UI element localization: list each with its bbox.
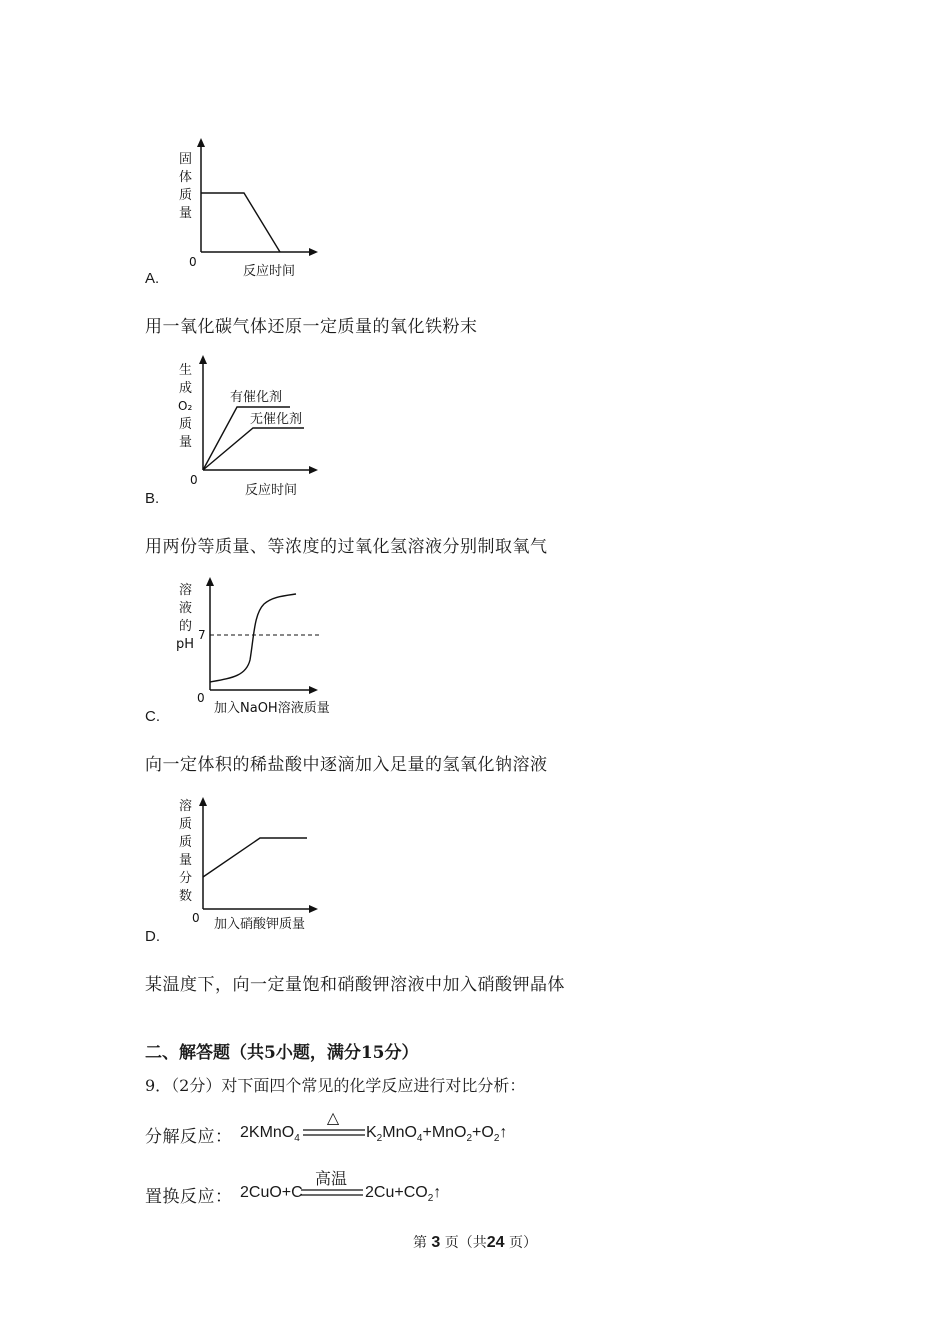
- y-label-char: pH: [176, 637, 195, 652]
- ph-curve: [210, 594, 296, 682]
- y-label-char: 分: [179, 871, 193, 886]
- series-label: 无催化剂: [250, 412, 303, 427]
- y-label-char: 质: [179, 417, 193, 432]
- y-label-char: 量: [179, 853, 193, 868]
- option-letter: A.: [145, 270, 160, 287]
- y-axis-arrow: [199, 797, 207, 806]
- x-axis-arrow: [309, 905, 318, 913]
- y-label-char: 数: [179, 889, 193, 904]
- option-description: 某温度下，向一定量饱和硝酸钾溶液中加入硝酸钾晶体: [145, 975, 565, 995]
- ph-mark: 7: [198, 628, 206, 642]
- graph-c: [170, 572, 355, 722]
- reaction-condition: △: [326, 1108, 340, 1127]
- x-label: 加入NaOH溶液质量: [214, 701, 330, 716]
- curve-no-catalyst: [203, 428, 304, 470]
- y-label-char: 溶: [179, 799, 193, 814]
- y-label-char: 成: [179, 381, 193, 396]
- y-label-char: 质: [179, 835, 193, 850]
- y-label-char: 质: [179, 817, 193, 832]
- y-label-char: O₂: [178, 399, 193, 413]
- y-axis-arrow: [206, 577, 214, 586]
- option-letter: C.: [145, 708, 160, 725]
- origin-label: 0: [189, 255, 197, 269]
- curve: [203, 838, 307, 877]
- y-axis-arrow: [197, 138, 205, 147]
- curve: [201, 193, 280, 252]
- y-label-char: 液: [179, 601, 193, 616]
- equals-sign: [303, 1128, 365, 1138]
- y-label-char: 生: [179, 363, 193, 378]
- series-label: 有催化剂: [230, 390, 283, 405]
- option-description: 用一氧化碳气体还原一定质量的氧化铁粉末: [145, 317, 478, 337]
- x-label: 反应时间: [243, 264, 296, 279]
- x-label: 反应时间: [245, 483, 298, 498]
- origin-label: 0: [190, 473, 198, 487]
- y-label-char: 质: [179, 188, 193, 203]
- option-description: 用两份等质量、等浓度的过氧化氢溶液分别制取氧气: [145, 537, 548, 557]
- option-description: 向一定体积的稀盐酸中逐滴加入足量的氢氧化钠溶液: [145, 755, 548, 775]
- equals-sign: [301, 1188, 363, 1198]
- page-footer: 第 3 页（共24 页）: [412, 1234, 538, 1251]
- graph-a: [170, 135, 330, 285]
- y-axis-arrow: [199, 355, 207, 364]
- y-label-char: 溶: [179, 583, 193, 598]
- x-axis-arrow: [309, 686, 318, 694]
- reactants: 2CuO+C: [240, 1184, 303, 1201]
- y-label-char: 固: [179, 152, 193, 167]
- origin-label: 0: [192, 911, 200, 925]
- reaction-condition: 高温: [314, 1169, 347, 1188]
- y-label-char: 体: [179, 170, 193, 185]
- x-axis-arrow: [309, 466, 318, 474]
- y-label-char: 量: [179, 206, 193, 221]
- section-title: 二、解答题（共5小题，满分15分）: [145, 1043, 419, 1063]
- option-letter: B.: [145, 490, 160, 507]
- option-letter: D.: [145, 928, 160, 945]
- question-9: 9．（2分）对下面四个常见的化学反应进行对比分析：: [145, 1076, 526, 1095]
- graph-b: [170, 352, 340, 502]
- products: $K_2MnO_4+MnO_2+O_2↑$: [366, 1124, 508, 1145]
- products: $2Cu+CO_2↑$: [365, 1184, 442, 1205]
- y-label-char: 量: [179, 435, 193, 450]
- reactants: 2KMnO$_4$: [240, 1124, 300, 1145]
- x-axis-arrow: [309, 248, 318, 256]
- origin-label: 0: [197, 691, 205, 705]
- y-label-char: 的: [179, 619, 193, 634]
- x-label: 加入硝酸钾质量: [214, 917, 306, 932]
- graph-d: [170, 792, 340, 940]
- reaction-label: 置换反应：: [145, 1187, 233, 1207]
- reaction-label: 分解反应：: [145, 1127, 233, 1147]
